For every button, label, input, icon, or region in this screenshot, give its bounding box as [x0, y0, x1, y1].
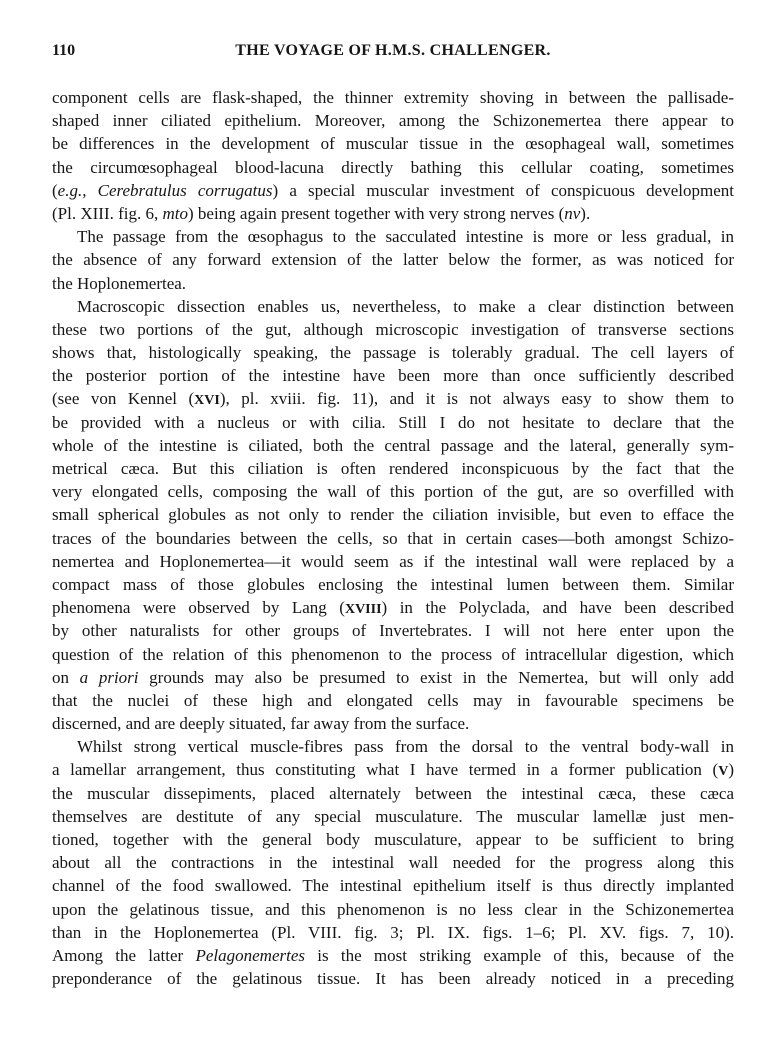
text-run: whole of the intestine is ciliated, both the central passage and the lateral, generally sym-	[52, 435, 734, 455]
text-run: very elongated cells, composing the wall of this portion of the gut, are so overfilled with	[52, 482, 734, 502]
text-run: phenomena were observed by Lang (	[52, 598, 345, 618]
paragraph	[52, 295, 734, 736]
text-run: small spherical globules as not only to render the ciliation invisible, but even to efface the	[52, 505, 734, 525]
text-line	[52, 527, 734, 550]
text-line	[52, 179, 734, 202]
text-run: (Pl. XIII. fig. 6,	[52, 203, 163, 223]
text-line	[52, 503, 734, 526]
text-line	[52, 318, 734, 341]
paragraph	[52, 86, 734, 225]
italic-text: Pelagonemertes	[195, 945, 305, 965]
italic-text: nv	[564, 203, 581, 223]
text-run: )	[728, 760, 734, 780]
text-run: be differences in the development of muscular tissue in the œsophageal wall, sometimes	[52, 134, 734, 154]
text-line	[52, 967, 734, 990]
text-run: than in the Hoplonemertea (Pl. VIII. fig. 3; Pl. IX. figs. 1–6; Pl. XV. figs. 7, 10).	[52, 922, 734, 942]
text-line	[52, 596, 734, 619]
text-run: themselves are destitute of any special musculature. The muscular lamellæ just men-	[52, 806, 734, 826]
italic-text: a priori	[79, 667, 139, 687]
text-run: discerned, and are deeply situated, far away from the surface.	[52, 714, 470, 734]
text-line	[52, 480, 734, 503]
text-line	[52, 643, 734, 666]
text-run: upon the gelatinous tissue, and this phenomenon is no less clear in the Schizonemertea	[52, 899, 734, 919]
text-run: that the nuclei of these high and elongated cells may in favourable specimens be	[52, 690, 734, 710]
text-line	[52, 573, 734, 596]
text-run: question of the relation of this phenomenon to the process of intracellular digestion, which	[52, 644, 734, 664]
text-line	[52, 109, 734, 132]
text-line	[52, 272, 734, 295]
text-run: the muscular dissepiments, placed alternately between the intestinal cæca, these cæca	[52, 783, 734, 803]
text-line	[52, 712, 734, 735]
text-line	[52, 758, 734, 781]
text-run: The passage from the œsophagus to the sacculated intestine is more or less gradual, in	[77, 227, 734, 247]
text-line	[52, 411, 734, 434]
text-line	[52, 225, 734, 248]
reference-numeral: V	[718, 764, 729, 780]
text-line	[52, 666, 734, 689]
text-line	[52, 86, 734, 109]
text-line	[52, 202, 734, 225]
text-run: the Hoplonemertea.	[52, 273, 187, 293]
text-line	[52, 921, 734, 944]
text-line	[52, 132, 734, 155]
reference-numeral: XVI	[194, 393, 220, 409]
text-run: about all the contractions in the intestinal wall needed for the progress along this	[52, 853, 734, 873]
text-line	[52, 944, 734, 967]
text-run: the absence of any forward extension of the latter below the former, as was noticed for	[52, 250, 734, 270]
text-run: preponderance of the gelatinous tissue. It has been already noticed in a preceding	[52, 969, 734, 989]
text-line	[52, 434, 734, 457]
text-run: Among the latter	[52, 945, 196, 965]
italic-text: mto	[162, 203, 188, 223]
page-number: 110	[52, 42, 76, 59]
text-line	[52, 689, 734, 712]
text-run: ) in the Polyclada, and have been described	[381, 598, 734, 618]
text-run: compact mass of those globules enclosing the intestinal lumen between them. Similar	[52, 574, 734, 594]
text-line	[52, 248, 734, 271]
text-run: ), pl. xviii. fig. 11), and it is not always easy to show them to	[219, 389, 734, 409]
text-run: metrical cæca. But this ciliation is often rendered inconspicuous by the fact that the	[52, 459, 734, 478]
text-line	[52, 805, 734, 828]
text-line	[52, 851, 734, 874]
text-run: (see von Kennel (	[52, 389, 195, 409]
text-run: is the most striking example of this, because of the	[305, 945, 734, 965]
text-line	[52, 619, 734, 642]
text-line	[52, 364, 734, 387]
running-title: THE VOYAGE OF H.M.S. CHALLENGER.	[235, 42, 551, 59]
text-line	[52, 295, 734, 318]
body-text	[52, 86, 734, 990]
paragraph	[52, 735, 734, 990]
text-run: ) being again present together with very strong nerves (	[187, 203, 565, 223]
text-run: the circumœsophageal blood-lacuna directly bathing this cellular coating, sometimes	[52, 157, 734, 177]
text-run: the posterior portion of the intestine have been more than once sufficiently described	[52, 366, 734, 386]
text-run: traces of the boundaries between the cells, so that in certain cases—both amongst Schizo-	[52, 528, 734, 548]
paragraph	[52, 225, 734, 295]
text-run: grounds may also be presumed to exist in the Nemertea, but will only add	[138, 667, 734, 687]
italic-text: e.g., Cerebratulus corrugatus	[57, 180, 273, 200]
text-run: these two portions of the gut, although microscopic investigation of transverse sections	[52, 319, 734, 339]
text-run: be provided with a nucleus or with cilia. Still I do not hesitate to declare that the	[52, 412, 734, 432]
text-line	[52, 782, 734, 805]
reference-numeral: XVIII	[344, 602, 382, 618]
text-line	[52, 387, 734, 410]
text-run: nemertea and Hoplonemertea—it would seem as if the intestinal wall were replaced by a	[52, 551, 734, 571]
text-run: shaped inner ciliated epithelium. Moreover, among the Schizonemertea there appear to	[52, 111, 734, 131]
text-line	[52, 156, 734, 179]
text-run: Macroscopic dissection enables us, nevertheless, to make a clear distinction between	[77, 296, 734, 316]
text-line	[52, 550, 734, 573]
text-run: tioned, together with the general body musculature, appear to be sufficient to bring	[52, 830, 734, 849]
text-run: a lamellar arrangement, thus constituting what I have termed in a former publication (	[52, 760, 719, 780]
text-line	[52, 898, 734, 921]
text-line	[52, 457, 734, 480]
text-line	[52, 874, 734, 897]
text-line	[52, 828, 734, 851]
text-run: ).	[580, 203, 591, 223]
text-run: on	[52, 667, 80, 687]
running-header	[52, 42, 734, 64]
text-run: component cells are flask-shaped, the thinner extremity shoving in between the pallisade-	[52, 88, 734, 107]
text-run: by other naturalists for other groups of Invertebrates. I will not here enter upon the	[52, 621, 734, 641]
text-run: shows that, histologically speaking, the passage is tolerably gradual. The cell layers of	[52, 343, 734, 363]
text-line	[52, 735, 734, 758]
text-run: ) a special muscular investment of conspicuous development	[272, 180, 734, 200]
text-line	[52, 341, 734, 364]
text-run: Whilst strong vertical muscle-fibres pass from the dorsal to the ventral body-wall in	[77, 737, 734, 757]
text-run: (	[52, 180, 58, 200]
text-run: channel of the food swallowed. The intestinal epithelium itself is thus directly implanted	[52, 876, 734, 896]
